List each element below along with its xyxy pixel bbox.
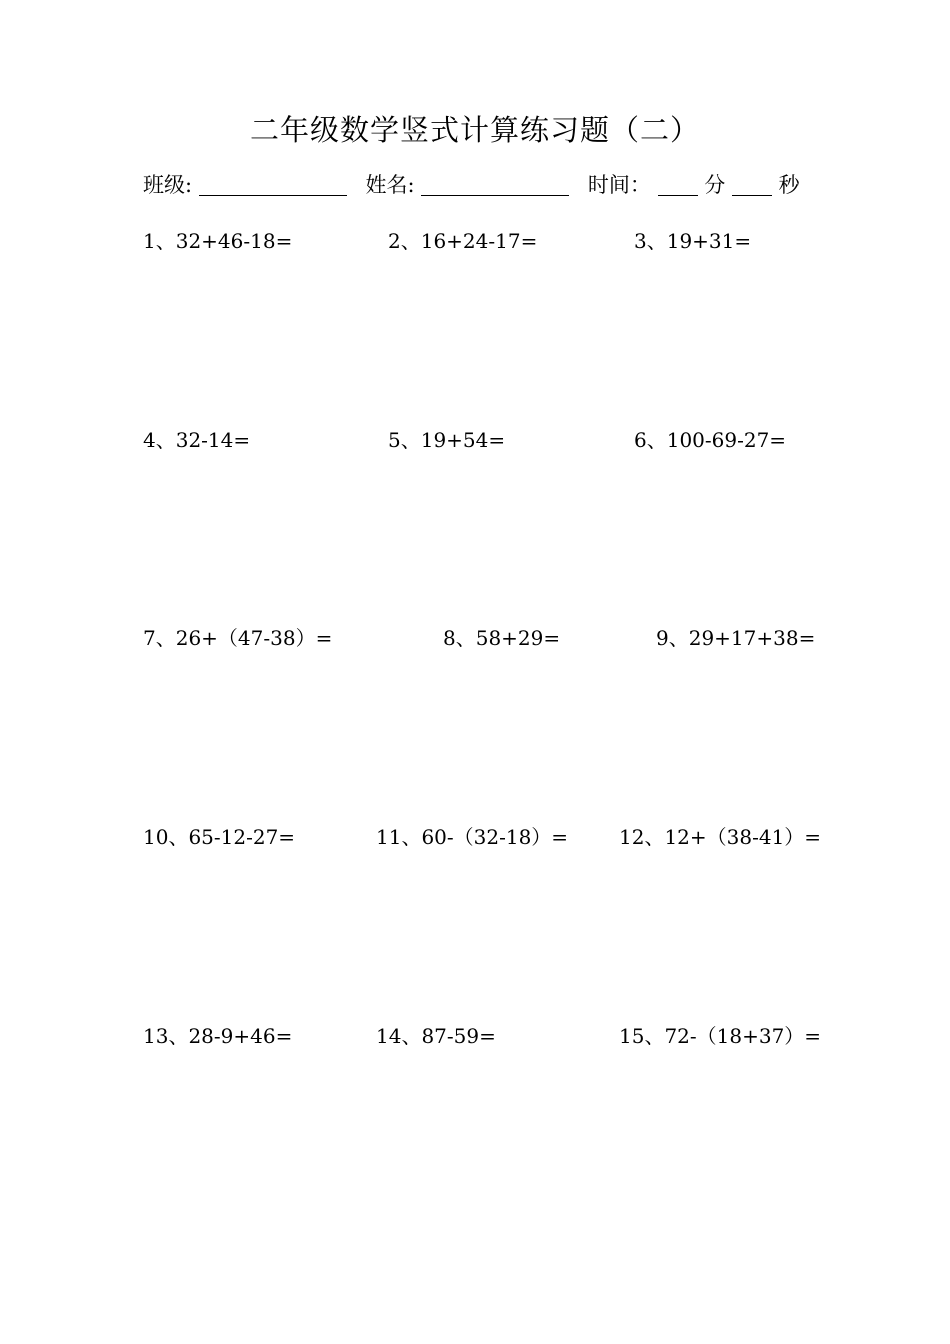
problem-2: 2、16+24-17= bbox=[388, 229, 538, 253]
problem-3: 3、19+31= bbox=[634, 229, 752, 253]
problem-4: 4、32-14= bbox=[143, 428, 251, 452]
time-label: 时间： bbox=[587, 173, 651, 197]
problem-6: 6、100-69-27= bbox=[634, 428, 787, 452]
class-blank[interactable] bbox=[199, 173, 347, 196]
problem-7: 7、26+（47-38）= bbox=[143, 626, 333, 650]
problem-8: 8、58+29= bbox=[443, 626, 561, 650]
problem-14: 14、87-59= bbox=[376, 1024, 496, 1048]
problem-13: 13、28-9+46= bbox=[143, 1024, 293, 1048]
problem-1: 1、32+46-18= bbox=[143, 229, 293, 253]
class-label: 班级: bbox=[143, 173, 193, 197]
problem-15: 15、72-（18+37）= bbox=[619, 1024, 822, 1048]
student-info-line bbox=[143, 170, 800, 200]
problem-5: 5、19+54= bbox=[388, 428, 506, 452]
problem-9: 9、29+17+38= bbox=[656, 626, 816, 650]
second-label: 秒 bbox=[778, 173, 800, 197]
problem-11: 11、60-（32-18）= bbox=[376, 825, 569, 849]
problem-12: 12、12+（38-41）= bbox=[619, 825, 822, 849]
problem-10: 10、65-12-27= bbox=[143, 825, 296, 849]
name-label: 姓名: bbox=[365, 173, 415, 197]
seconds-blank[interactable] bbox=[732, 173, 772, 196]
name-blank[interactable] bbox=[421, 173, 569, 196]
page-title: 二年级数学竖式计算练习题（二） bbox=[249, 113, 700, 147]
minute-label: 分 bbox=[704, 173, 726, 197]
minutes-blank[interactable] bbox=[658, 173, 698, 196]
